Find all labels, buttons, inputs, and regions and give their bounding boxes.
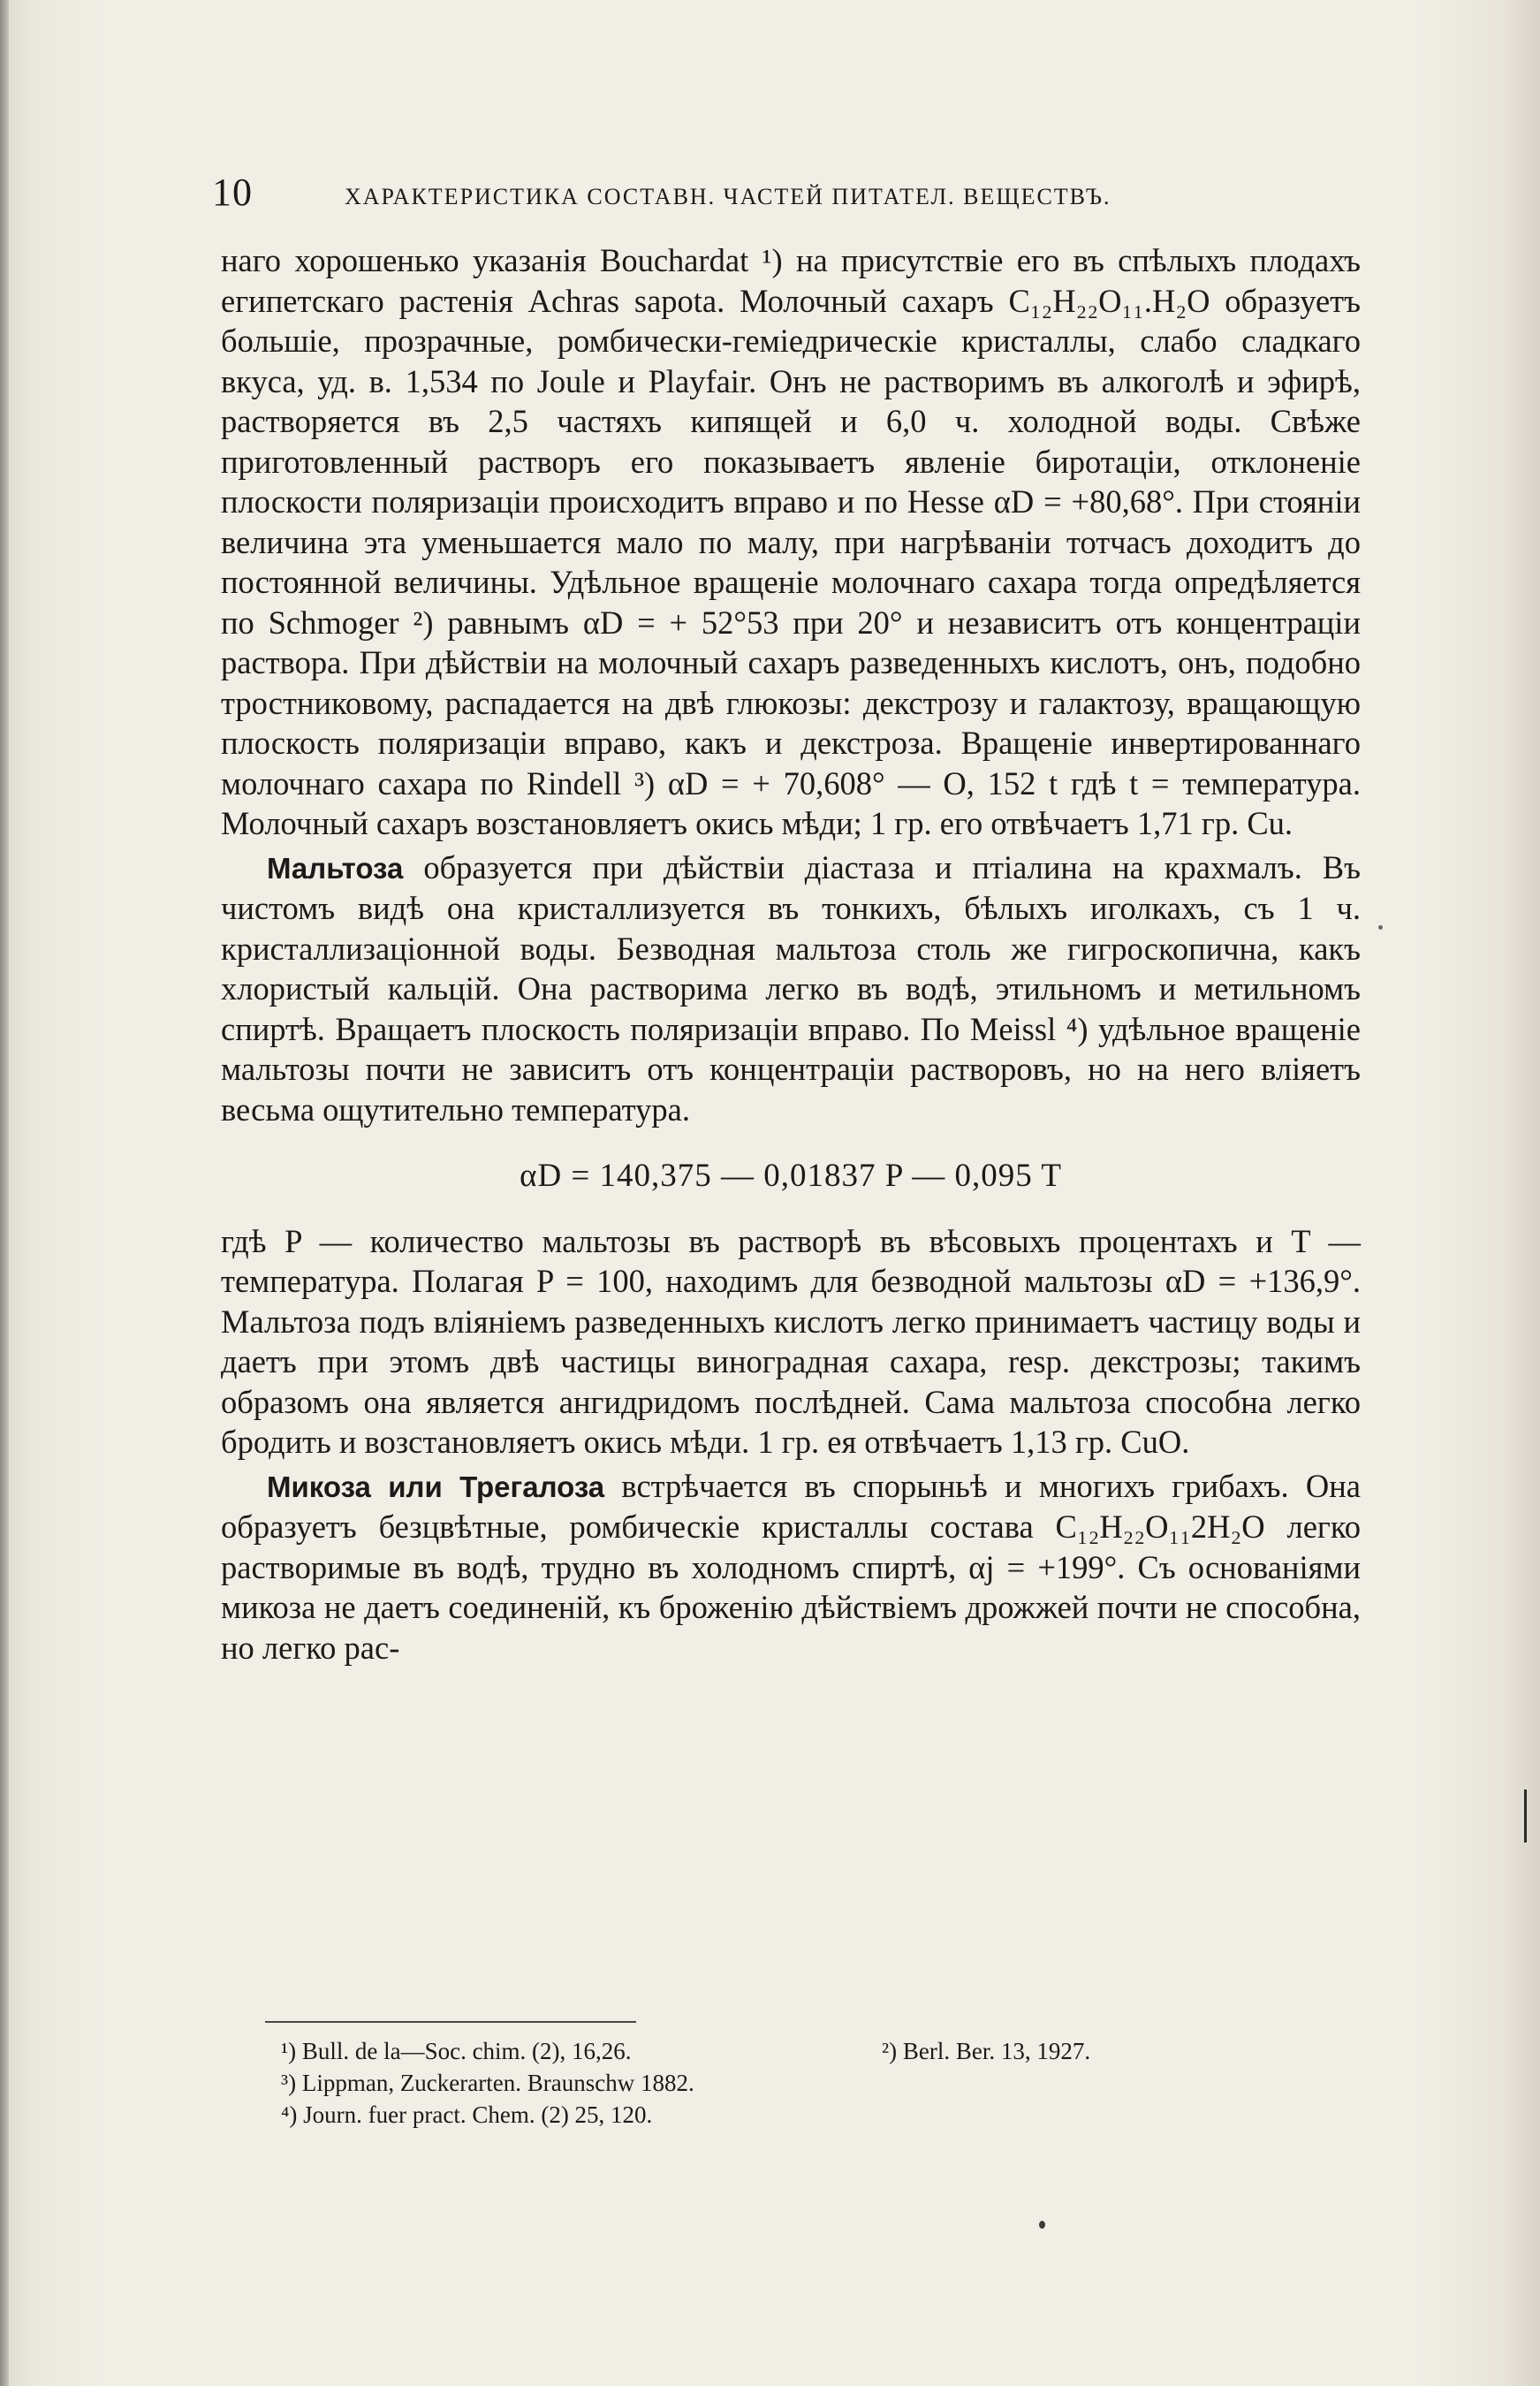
footnote-1: ¹) Bull. de la—Soc. chim. (2), 16,26. xyxy=(281,2038,632,2064)
paragraph-maltose-continued: гдѣ P — количество мальтозы въ растворѣ въ вѣсовыхъ процентахъ и T — температура. Полагая P = 100, находимъ для безводной мальтозы αD = +136,9°. Мальтоза подъ вліяніемъ разведенныхъ кислотъ легко принимаетъ частицу воды и даетъ при этомъ двѣ частицы виноградная сахара, resp. декстрозы; такимъ образомъ она является ангидридомъ послѣдней. Сама мальтоза способна легко бродить и возстановляетъ окись мѣди. 1 гр. ея отвѣчаетъ 1,13 гр. CuO. xyxy=(221,1222,1361,1460)
footnote-2: ²) Berl. Ber. 13, 1927. xyxy=(882,2038,1091,2064)
footnote-divider xyxy=(265,2021,636,2023)
term-maltose: Мальтоза xyxy=(267,851,404,885)
footnote-4: ⁴) Journ. fuer pract. Chem. (2) 25, 120. xyxy=(281,2101,653,2128)
margin-bar xyxy=(1524,1790,1527,1843)
ink-spot xyxy=(1039,2221,1045,2229)
paragraph-maltose-text: образуется при дѣйствіи діастаза и птіалина на крахмалъ. Въ чистомъ видѣ она кристаллизуется въ тонкихъ, бѣлыхъ иголкахъ, съ 1 ч. кристаллизаціонной воды. Безводная мальтоза столь же гигроскопична, какъ хлористый кальцій. Она растворима легко въ водѣ, этильномъ и метильномъ спиртѣ. Вращаетъ плоскость поляризаціи вправо. По Meissl ⁴) удѣльное вращеніе мальтозы почти не зависитъ отъ концентраціи растворовъ, но на него вліяетъ весьма ощутительно температура. xyxy=(221,848,1361,1128)
footnote-row xyxy=(281,2067,1341,2099)
term-trehalose: Микоза или Трегалоза xyxy=(267,1470,605,1503)
footnote-row xyxy=(281,2035,1341,2067)
running-head: ХАРАКТЕРИСТИКА СОСТАВН. ЧАСТЕЙ ПИТАТЕЛ. ВЕЩЕСТВЪ. xyxy=(345,184,1111,209)
paragraph-lactose: наго хорошенько указанія Bouchardat ¹) на присутствіе его въ спѣлыхъ плодахъ египетскаго растенія Achras sapota. Молочный сахаръ C₁₂H₂₂O₁₁.H₂O образуетъ большіе, прозрачные, ромбически-геміедрическіе кристаллы, слабо сладкаго вкуса, уд. в. 1,534 по Joule и Playfair. Онъ не растворимъ въ алкоголѣ и эфирѣ, растворяется въ 2,5 частяхъ кипящей и 6,0 ч. холодной воды. Свѣже приготовленный растворъ его показываетъ явленіе биротаціи, отклоненіе плоскости поляризаціи происходитъ вправо и по Hesse αD = +80,68°. При стояніи величина эта уменьшается мало по малу, при нагрѣваніи тотчасъ доходитъ до постоянной величины. Удѣльное вращеніе молочнаго сахара тогда опредѣляется по Schmoger ²) равнымъ αD = + 52°53 при 20° и независитъ отъ концентраціи раствора. При дѣйствіи на молочный сахаръ разведенныхъ кислотъ, онъ, подобно тростниковому, распадается на двѣ глюкозы: декстрозу и галактозу, вращающую плоскость поляризаціи вправо, какъ и декстроза. Вращеніе инвертированнаго молочнаго сахара по Rindell ³) αD = + 70,608° — O, 152 t гдѣ t = температура. Молочный сахаръ возстановляетъ окись мѣди; 1 гр. его отвѣчаетъ 1,71 гр. Cu. xyxy=(221,242,1361,841)
footnotes xyxy=(281,2035,1341,2131)
formula-maltose-rotation: αD = 140,375 — 0,01837 P — 0,095 T xyxy=(520,1158,1062,1194)
paragraph-trehalose xyxy=(221,1466,1361,1668)
page-number: 10 xyxy=(212,171,253,214)
footnote-row xyxy=(281,2099,1341,2131)
page-header xyxy=(212,168,1361,221)
paragraph-maltose xyxy=(221,847,1361,1130)
body-text xyxy=(221,240,1361,1668)
footnote-3: ³) Lippman, Zuckerarten. Braunschw 1882. xyxy=(281,2070,694,2096)
margin-dot xyxy=(1378,925,1383,930)
page-edge-shadow xyxy=(0,0,9,2386)
paragraph-trehalose-text: встрѣчается въ спорыньѣ и многихъ грибахъ. Она образуетъ безцвѣтные, ромбическіе кристаллы состава C₁₂H₂₂O₁₁2H₂O легко растворимые въ водѣ, трудно въ холодномъ спиртѣ, αj = +199°. Съ основаніями микоза не даетъ соединеній, къ броженію дѣйствіемъ дрожжей почти не способна, но легко рас- xyxy=(221,1467,1361,1666)
